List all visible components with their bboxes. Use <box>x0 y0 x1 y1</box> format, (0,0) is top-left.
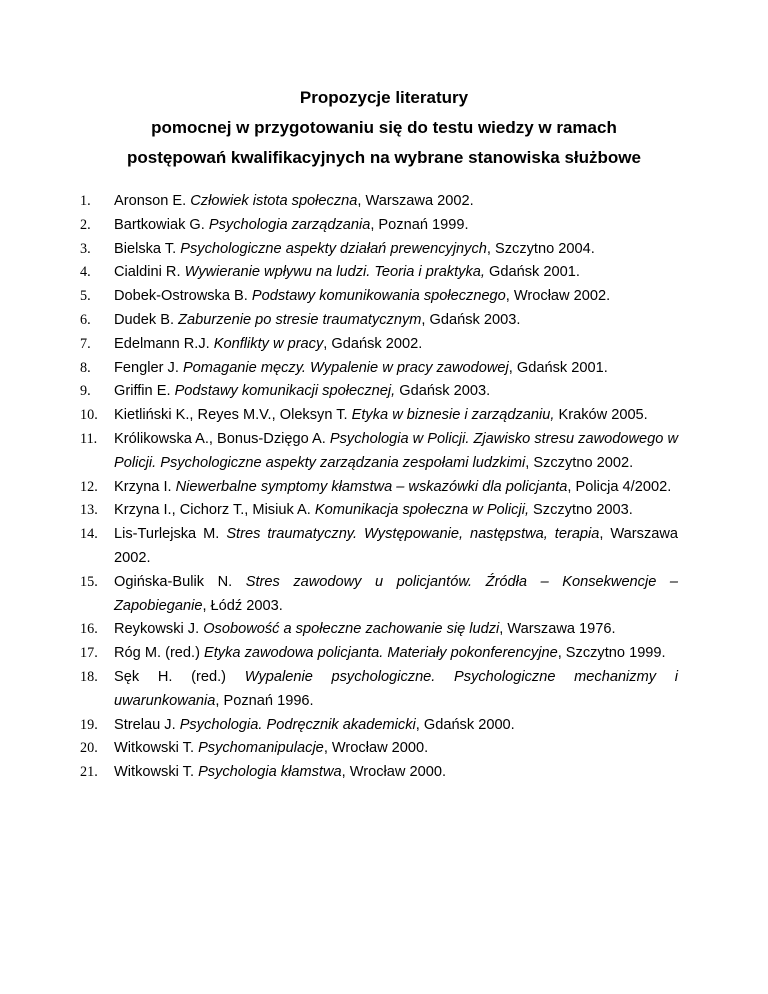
item-citation <box>114 642 678 666</box>
title-line-2: pomocnej w przygotowaniu się do testu wiedzy w ramach <box>151 118 617 137</box>
citation-title: Podstawy komunikowania społecznego <box>251 288 506 305</box>
citation-title: Etyka w biznesie i zarządzaniu, <box>351 407 555 424</box>
citation-publication: , Wrocław 2000. <box>323 740 429 757</box>
citation-author: Griffin E. <box>114 383 175 400</box>
citation-title: Psychologia zarządzania <box>208 216 371 233</box>
citation-author: Reykowski J. <box>114 621 204 638</box>
citation-author: Dudek B. <box>114 311 179 328</box>
item-number: 17. <box>80 645 98 662</box>
item-citation <box>114 261 678 285</box>
bibliography-item <box>80 285 678 309</box>
citation-title: Psychologiczne aspekty działań prewencyjnych <box>180 240 487 257</box>
citation-title: Zaburzenie po stresie traumatycznym <box>178 311 422 328</box>
citation-publication: , Warszawa 1976. <box>499 621 616 638</box>
bibliography-item <box>80 380 678 404</box>
item-number: 12. <box>80 478 98 495</box>
citation-publication: , Łódź 2003. <box>202 597 283 614</box>
item-number: 6. <box>80 311 91 328</box>
citation-author: Aronson E. <box>114 193 191 209</box>
citation-author: Dobek-Ostrowska B. <box>114 288 252 305</box>
item-number: 19. <box>80 716 98 733</box>
bibliography-item <box>80 642 678 666</box>
citation-publication: , Warszawa 2002. <box>114 526 679 566</box>
citation-author: Lis-Turlejska M. <box>114 526 227 543</box>
bibliography-item <box>80 190 678 214</box>
item-citation <box>114 571 678 619</box>
citation-author: Sęk H. (red.) <box>114 668 245 685</box>
item-number: 14. <box>80 526 98 543</box>
item-citation <box>114 190 678 214</box>
item-number: 20. <box>80 740 98 757</box>
item-citation <box>114 404 678 428</box>
bibliography-item <box>80 333 678 357</box>
citation-publication: , Poznań 1996. <box>215 692 314 709</box>
bibliography-item <box>80 261 678 285</box>
item-citation <box>114 238 678 262</box>
bibliography-item <box>80 404 678 428</box>
citation-title: Etyka zawodowa policjanta. Materiały pokonferencyjne <box>204 645 558 662</box>
item-citation <box>114 380 678 404</box>
item-number: 3. <box>80 240 91 257</box>
citation-title: Podstawy komunikacji społecznej, <box>174 383 396 400</box>
bibliography-item <box>80 428 678 476</box>
item-citation <box>114 499 678 523</box>
item-number: 16. <box>80 621 98 638</box>
item-number: 8. <box>80 359 91 376</box>
citation-title: Stres traumatyczny. Występowanie, następstwa, terapia <box>226 526 600 543</box>
citation-publication: , Gdańsk 2000. <box>415 716 515 733</box>
item-citation <box>114 333 678 357</box>
citation-publication: , Gdańsk 2001. <box>508 359 608 376</box>
citation-author: Fengler J. <box>114 359 183 376</box>
citation-publication: , Warszawa 2002. <box>357 193 474 209</box>
citation-author: Edelmann R.J. <box>114 335 214 352</box>
item-citation <box>114 285 678 309</box>
citation-title: Pomaganie męczy. Wypalenie w pracy zawodowej <box>182 359 509 376</box>
bibliography-item <box>80 214 678 238</box>
item-number: 18. <box>80 668 98 685</box>
citation-author: Krzyna I. <box>114 478 176 495</box>
bibliography-item <box>80 618 678 642</box>
citation-title: Wypalenie psychologiczne. Psychologiczne mechanizmy i uwarunkowania <box>114 668 678 709</box>
bibliography-item <box>80 714 678 738</box>
item-number: 15. <box>80 573 98 590</box>
item-citation <box>114 214 678 238</box>
citation-publication: , Szczytno 2004. <box>486 240 595 257</box>
citation-publication: Gdańsk 2001. <box>484 264 580 281</box>
item-citation <box>114 523 678 571</box>
citation-author: Bartkowiak G. <box>114 216 209 233</box>
item-citation <box>114 761 678 785</box>
item-number: 4. <box>80 264 91 281</box>
citation-title: Komunikacja społeczna w Policji, <box>314 502 529 519</box>
item-citation <box>114 666 678 714</box>
item-citation <box>114 309 678 333</box>
citation-author: Ogińska-Bulik N. <box>114 573 246 590</box>
citation-publication: , Gdańsk 2003. <box>421 311 521 328</box>
item-number: 2. <box>80 216 91 233</box>
citation-title: Osobowość a społeczne zachowanie się ludzi <box>203 621 500 638</box>
item-number: 9. <box>80 383 91 400</box>
citation-publication: , Wrocław 2000. <box>341 764 447 781</box>
citation-publication: , Poznań 1999. <box>370 216 469 233</box>
citation-title: Konflikty w pracy <box>213 335 324 352</box>
citation-author: Strelau J. <box>114 716 180 733</box>
citation-publication: , Policja 4/2002. <box>567 478 672 495</box>
citation-title: Psychologia kłamstwa <box>198 764 342 781</box>
bibliography-item <box>80 737 678 761</box>
citation-publication: , Szczytno 2002. <box>525 454 634 471</box>
item-number: 10. <box>80 407 98 424</box>
item-citation <box>114 476 678 500</box>
bibliography-list <box>80 190 678 785</box>
bibliography-item <box>80 309 678 333</box>
citation-title: Człowiek istota społeczna <box>190 193 358 209</box>
item-citation <box>114 714 678 738</box>
citation-author: Kietliński K., Reyes M.V., Oleksyn T. <box>114 407 352 424</box>
citation-publication: Gdańsk 2003. <box>395 383 491 400</box>
title-line-1: Propozycje literatury <box>299 88 469 107</box>
citation-publication: Szczytno 2003. <box>529 502 633 519</box>
citation-title: Wywieranie wpływu na ludzi. Teoria i praktyka, <box>184 264 485 281</box>
item-citation <box>114 428 678 476</box>
document-title <box>0 83 768 173</box>
item-number: 11. <box>80 430 98 447</box>
item-number: 7. <box>80 335 91 352</box>
title-line-3: postępowań kwalifikacyjnych na wybrane stanowiska służbowe <box>127 148 641 167</box>
citation-author: Królikowska A., Bonus-Dzięgo A. <box>114 430 330 447</box>
citation-publication: , Szczytno 1999. <box>557 645 666 662</box>
item-number: 1. <box>80 193 91 209</box>
bibliography-item <box>80 357 678 381</box>
citation-title: Psychologia. Podręcznik akademicki <box>179 716 416 733</box>
citation-title: Psychomanipulacje <box>198 740 324 757</box>
bibliography-item <box>80 666 678 714</box>
citation-publication: Kraków 2005. <box>554 407 648 424</box>
bibliography-item <box>80 571 678 619</box>
item-number: 21. <box>80 764 98 781</box>
item-citation <box>114 618 678 642</box>
bibliography-item <box>80 499 678 523</box>
citation-publication: , Gdańsk 2002. <box>323 335 423 352</box>
citation-author: Bielska T. <box>114 240 181 257</box>
citation-author: Cialdini R. <box>114 264 185 281</box>
citation-author: Witkowski T. <box>114 764 199 781</box>
item-number: 5. <box>80 288 91 305</box>
citation-author: Krzyna I., Cichorz T., Misiuk A. <box>114 502 315 519</box>
citation-publication: , Wrocław 2002. <box>505 288 611 305</box>
item-citation <box>114 357 678 381</box>
bibliography-item <box>80 523 678 571</box>
citation-title: Niewerbalne symptomy kłamstwa – wskazówki dla policjanta <box>175 478 568 495</box>
citation-title: Psychologia w Policji. Zjawisko stresu zawodowego w Policji. Psychologiczne aspekty zarządzania zespołami ludzkimi <box>114 430 678 471</box>
bibliography-item <box>80 761 678 785</box>
citation-author: Róg M. (red.) <box>114 645 205 662</box>
bibliography-item <box>80 476 678 500</box>
citation-title: Stres zawodowy u policjantów. Źródła – Konsekwencje – Zapobieganie <box>114 573 678 614</box>
bibliography-item <box>80 238 678 262</box>
item-citation <box>114 737 678 761</box>
citation-author: Witkowski T. <box>114 740 199 757</box>
item-number: 13. <box>80 502 98 519</box>
